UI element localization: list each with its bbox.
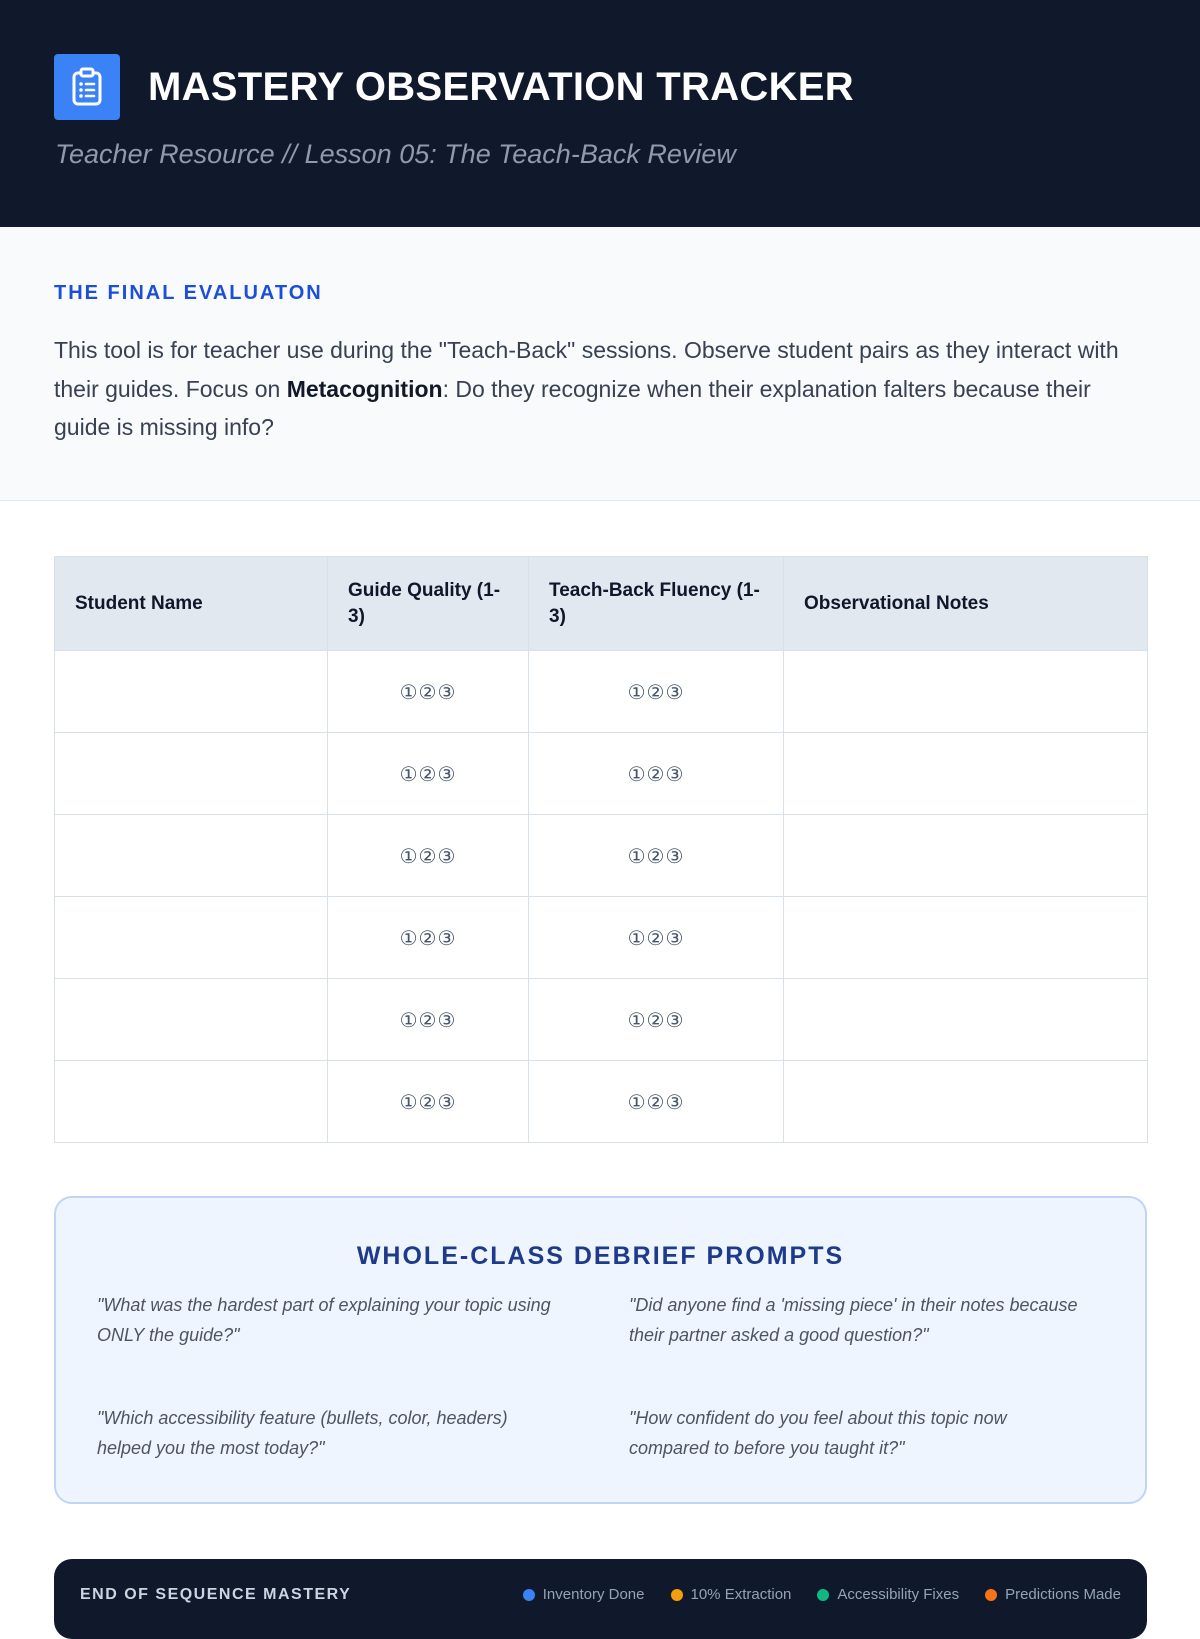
- legend-item-predictions-made: [985, 1585, 1121, 1605]
- observational-notes-cell[interactable]: [784, 733, 1148, 815]
- observational-notes-cell[interactable]: [784, 651, 1148, 733]
- guide-quality-rating[interactable]: ①②③: [328, 979, 529, 1061]
- mastery-footer: [54, 1559, 1147, 1639]
- legend-label: Predictions Made: [1005, 1586, 1121, 1603]
- debrief-prompt: "What was the hardest part of explaining your topic using ONLY the guide?": [97, 1295, 551, 1345]
- col-header-guide-quality: Guide Quality (1-3): [328, 557, 529, 651]
- page-header: [0, 0, 1200, 227]
- mastery-title: END OF SEQUENCE MASTERY: [80, 1586, 352, 1603]
- guide-quality-rating[interactable]: ①②③: [328, 733, 529, 815]
- legend-item-extraction: [671, 1585, 792, 1605]
- debrief-prompt: "Did anyone find a 'missing piece' in their notes because their partner asked a good question?": [629, 1295, 1078, 1345]
- observational-notes-cell[interactable]: [784, 815, 1148, 897]
- col-header-student-name: Student Name: [55, 557, 328, 651]
- observational-notes-cell[interactable]: [784, 1061, 1148, 1143]
- table-row: [55, 1061, 1148, 1143]
- debrief-title: WHOLE-CLASS DEBRIEF PROMPTS: [356, 1242, 845, 1270]
- teach-back-fluency-rating[interactable]: ①②③: [529, 651, 784, 733]
- teach-back-fluency-rating[interactable]: ①②③: [529, 897, 784, 979]
- page-subtitle: Teacher Resource // Lesson 05: The Teach-Back Review: [55, 139, 736, 169]
- guide-quality-rating[interactable]: ①②③: [328, 651, 529, 733]
- teach-back-fluency-rating[interactable]: ①②③: [529, 733, 784, 815]
- legend-dot-orange: [985, 1589, 997, 1601]
- guide-quality-rating[interactable]: ①②③: [328, 815, 529, 897]
- intro-text-start: This tool is for teacher use during the "Teach-Back" sessions. Observe student pairs as they interact with their guides. Focus on: [54, 337, 1119, 402]
- teach-back-fluency-rating[interactable]: ①②③: [529, 979, 784, 1061]
- intro-section: [0, 227, 1200, 501]
- debrief-prompts-box: [54, 1196, 1147, 1504]
- teach-back-fluency-rating[interactable]: ①②③: [529, 815, 784, 897]
- legend-label: Accessibility Fixes: [837, 1586, 960, 1603]
- section-kicker: THE FINAL EVALUATON: [54, 282, 323, 304]
- debrief-prompt: "How confident do you feel about this topic now compared to before you taught it?": [629, 1408, 1007, 1458]
- teach-back-fluency-rating[interactable]: ①②③: [529, 1061, 784, 1143]
- student-name-cell[interactable]: [55, 815, 328, 897]
- table-row: [55, 897, 1148, 979]
- table-row: [55, 733, 1148, 815]
- debrief-prompt: "Which accessibility feature (bullets, color, headers) helped you the most today?": [97, 1408, 508, 1458]
- observational-notes-cell[interactable]: [784, 897, 1148, 979]
- col-header-teach-back-fluency: Teach-Back Fluency (1-3): [529, 557, 784, 651]
- observational-notes-cell[interactable]: [784, 979, 1148, 1061]
- intro-text-end: : Do they recognize when their explanation falters because their guide is missing info?: [54, 375, 1091, 440]
- clipboard-icon: [54, 54, 120, 120]
- table-row: [55, 815, 1148, 897]
- mastery-legend: [523, 1585, 1121, 1605]
- legend-item-accessibility-fixes: [817, 1585, 959, 1605]
- guide-quality-rating[interactable]: ①②③: [328, 897, 529, 979]
- intro-text-bold: Metacognition: [286, 375, 443, 402]
- legend-label: 10% Extraction: [690, 1586, 792, 1603]
- legend-label: Inventory Done: [542, 1586, 645, 1603]
- guide-quality-rating[interactable]: ①②③: [328, 1061, 529, 1143]
- student-name-cell[interactable]: [55, 733, 328, 815]
- col-header-observational-notes: Observational Notes: [784, 557, 1148, 651]
- legend-dot-green: [817, 1589, 829, 1601]
- legend-dot-blue: [523, 1589, 535, 1601]
- table-row: [55, 651, 1148, 733]
- intro-paragraph: [54, 331, 1134, 447]
- legend-dot-amber: [671, 1589, 683, 1601]
- observation-table: [54, 556, 1148, 1143]
- table-row: [55, 979, 1148, 1061]
- student-name-cell[interactable]: [55, 651, 328, 733]
- page-title: MASTERY OBSERVATION TRACKER: [148, 65, 854, 109]
- student-name-cell[interactable]: [55, 897, 328, 979]
- student-name-cell[interactable]: [55, 1061, 328, 1143]
- legend-item-inventory-done: [523, 1585, 645, 1605]
- student-name-cell[interactable]: [55, 979, 328, 1061]
- table-header-row: [55, 557, 1148, 651]
